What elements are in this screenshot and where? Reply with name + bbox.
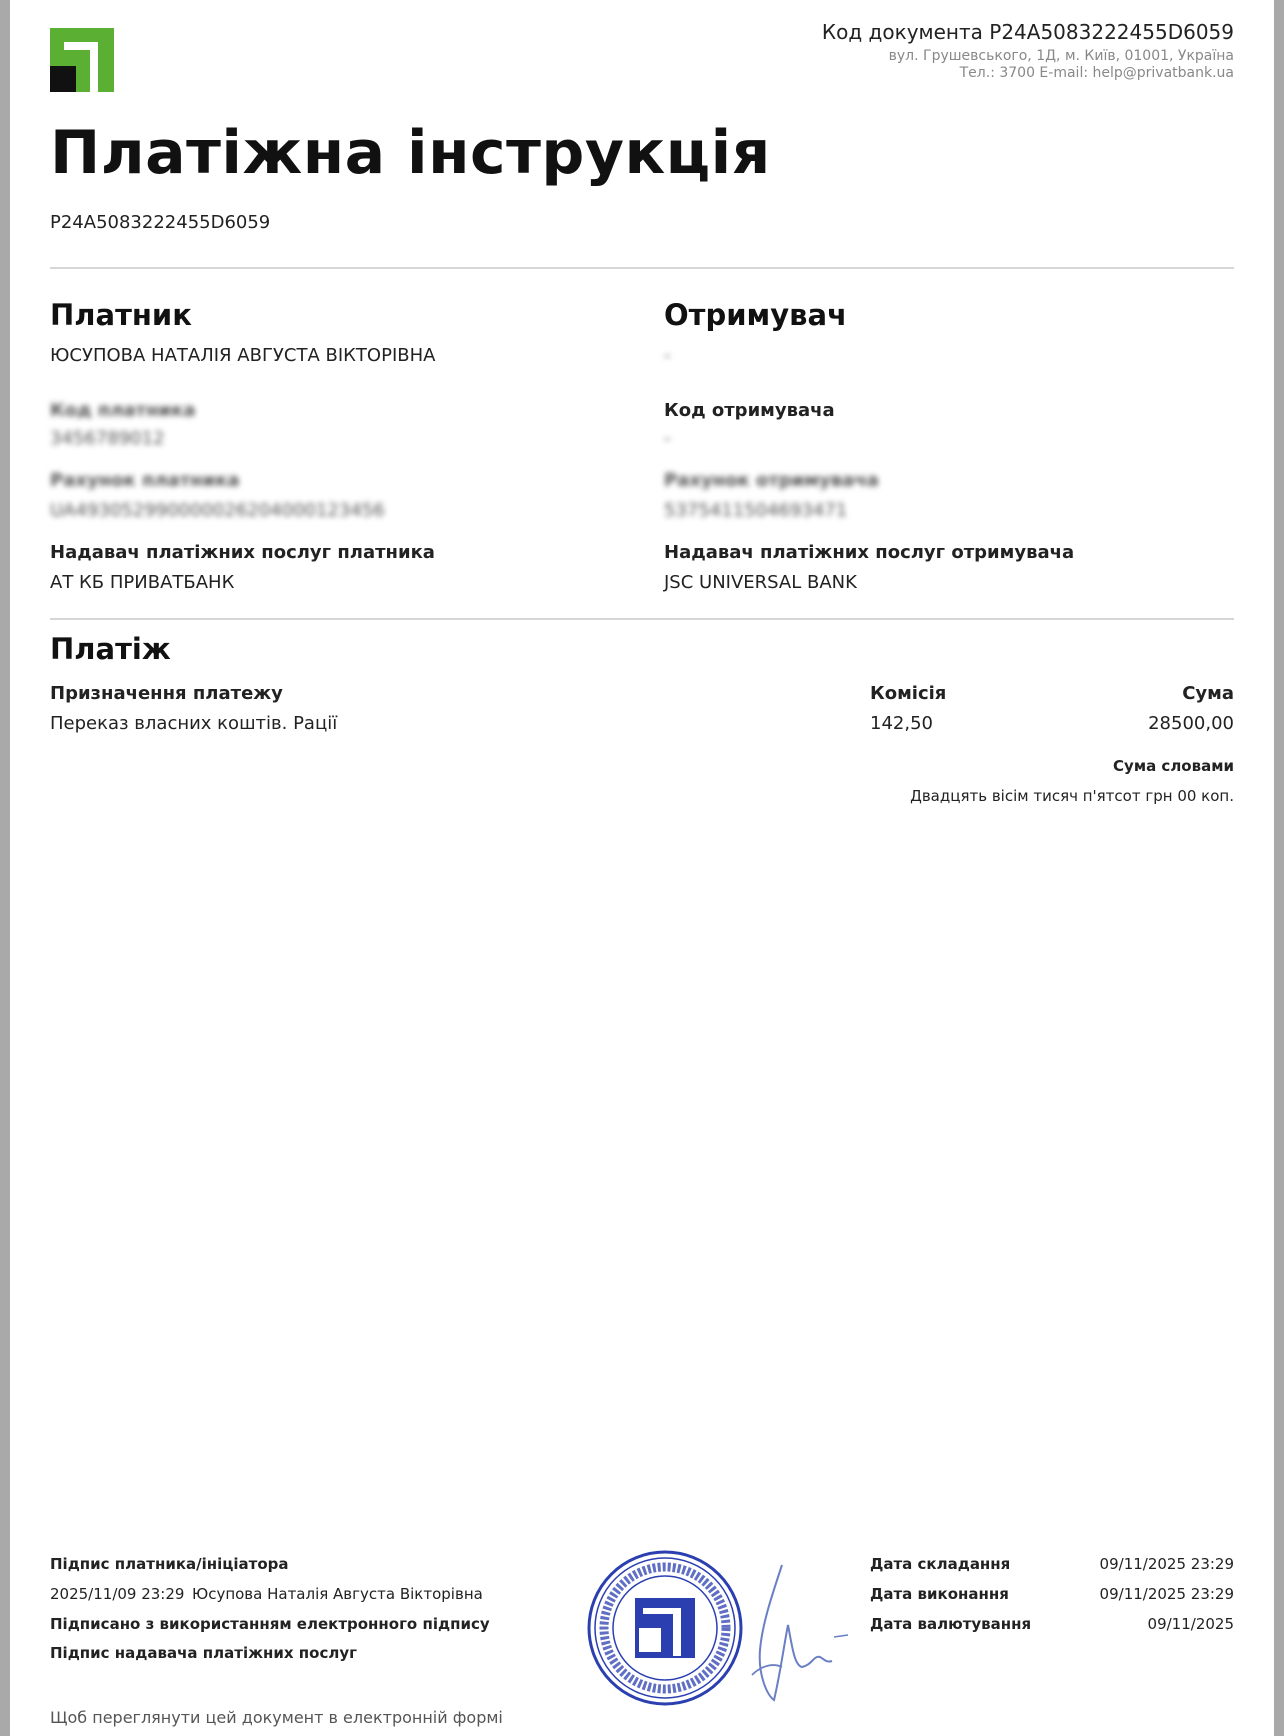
bank-stamp: [585, 1548, 745, 1708]
sum-words-label: Сума словами: [1113, 757, 1234, 775]
payer-code-label: Код платника: [50, 400, 196, 421]
recipient-name: -: [664, 345, 671, 366]
sum-words-value: Двадцять вісім тисяч п'ятсот грн 00 коп.: [910, 787, 1234, 805]
payer-account-value: UA493052990000026204000123456: [50, 500, 385, 521]
payer-psp-value: АТ КБ ПРИВАТБАНК: [50, 572, 235, 593]
purpose-label: Призначення платежу: [50, 683, 283, 704]
recipient-heading: Отримувач: [664, 298, 847, 332]
initiator-name: Юсупова Наталія Августа Вікторівна: [192, 1585, 483, 1603]
payer-code-value: 3456789012: [50, 428, 165, 449]
payer-heading: Платник: [50, 298, 192, 332]
recipient-code-label: Код отримувача: [664, 400, 835, 421]
esign-label: Підписано з використанням електронного підпису: [50, 1615, 490, 1633]
header-info: [822, 20, 1234, 81]
doc-id: P24A5083222455D6059: [50, 212, 271, 233]
payer-name: ЮСУПОВА НАТАЛІЯ АВГУСТА ВІКТОРІВНА: [50, 345, 436, 366]
recipient-code-value: -: [664, 428, 671, 449]
purpose-value: Переказ власних коштів. Рації: [50, 713, 338, 734]
doc-code: Код документа P24A5083222455D6059: [821, 20, 1234, 44]
provider-signature-label: Підпис надавача платіжних послуг: [50, 1644, 357, 1662]
sum-label: Сума: [1182, 683, 1234, 704]
divider: [50, 267, 1234, 269]
bank-address: вул. Грушевського, 1Д, м. Київ, 01001, Україна: [888, 48, 1234, 64]
fee-label: Комісія: [870, 683, 947, 704]
privatbank-logo: [50, 28, 114, 92]
sum-value: 28500,00: [1148, 713, 1234, 734]
fee-value: 142,50: [870, 713, 933, 734]
value-date-label: Дата валютування: [870, 1615, 1032, 1633]
payer-account-label: Рахунок платника: [50, 470, 240, 491]
recipient-psp-label: Надавач платіжних послуг отримувача: [664, 542, 1075, 563]
recipient-account-value: 5375411504693471: [664, 500, 848, 521]
recipient-account-label: Рахунок отримувача: [664, 470, 879, 491]
created-date-label: Дата складання: [870, 1555, 1011, 1573]
bank-contact: Тел.: 3700 E-mail: help@privatbank.ua: [959, 65, 1234, 81]
page-title: Платіжна інструкція: [50, 118, 771, 188]
executed-date-label: Дата виконання: [870, 1585, 1009, 1603]
initiator-date: 2025/11/09 23:29: [50, 1585, 185, 1603]
footer-note: Щоб переглянути цей документ в електронній формі: [50, 1708, 503, 1727]
initiator-signature-label: Підпис платника/ініціатора: [50, 1555, 289, 1573]
payment-heading: Платіж: [50, 632, 171, 666]
value-date-value: 09/11/2025: [1147, 1615, 1234, 1633]
created-date-value: 09/11/2025 23:29: [1099, 1555, 1234, 1573]
executed-date-value: 09/11/2025 23:29: [1099, 1585, 1234, 1603]
divider: [50, 618, 1234, 620]
recipient-psp-value: JSC UNIVERSAL BANK: [664, 572, 857, 593]
document-page: [10, 0, 1274, 1736]
handwritten-signature: [722, 1555, 852, 1705]
payer-psp-label: Надавач платіжних послуг платника: [50, 542, 435, 563]
